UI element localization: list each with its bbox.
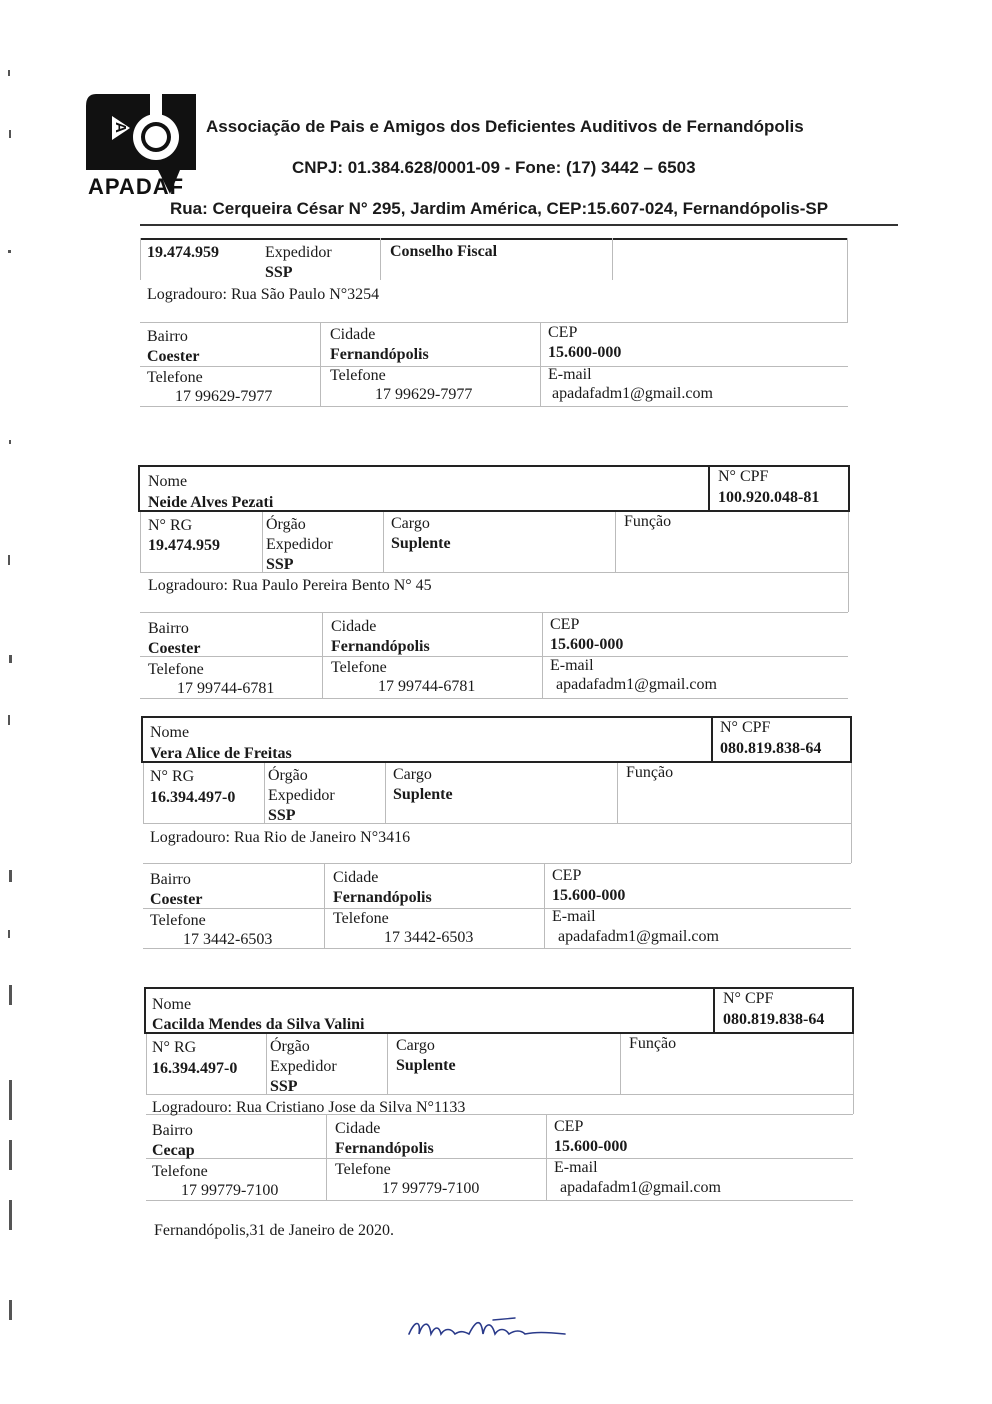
telefone-label: Telefone	[150, 912, 206, 929]
cep-label: CEP	[548, 324, 578, 341]
member-telefone-2: 17 3442-6503	[384, 929, 474, 946]
telefone-label: Telefone	[331, 659, 387, 676]
member-telefone-2: 17 99629-7977	[375, 386, 473, 403]
expedidor-label: Expedidor	[266, 536, 333, 553]
member-logradouro: Logradouro: Rua Cristiano Jose da Silva N°1133	[152, 1099, 466, 1116]
member-cargo: Suplente	[391, 535, 451, 552]
member-orgao: SSP	[270, 1078, 298, 1095]
expedidor-label: Expedidor	[265, 244, 332, 261]
funcao-label: Função	[624, 513, 672, 530]
expedidor-label: Expedidor	[268, 787, 335, 804]
date-line: Fernandópolis,31 de Janeiro de 2020.	[154, 1222, 394, 1239]
org-address: Rua: Cerqueira César N° 295, Jardim América, CEP:15.607-024, Fernandópolis-SP	[170, 199, 829, 218]
header-rule	[140, 224, 898, 226]
member-cep: 15.600-000	[552, 887, 626, 904]
member-cidade: Fernandópolis	[331, 638, 430, 655]
orgao-label: Órgão	[270, 1038, 310, 1055]
rg-label: N° RG	[150, 768, 195, 785]
telefone-label: Telefone	[152, 1163, 208, 1180]
orgao-label: Órgão	[268, 767, 308, 784]
cpf-label: N° CPF	[723, 990, 774, 1007]
telefone-label: Telefone	[330, 367, 386, 384]
member-cep: 15.600-000	[554, 1138, 628, 1155]
member-telefone-1: 17 3442-6503	[183, 931, 273, 948]
funcao-label: Função	[629, 1035, 677, 1052]
cpf-label: N° CPF	[718, 468, 769, 485]
cidade-label: Cidade	[333, 869, 379, 886]
cep-label: CEP	[552, 867, 582, 884]
member-email: apadafadm1@gmail.com	[556, 676, 717, 693]
member-telefone-1: 17 99779-7100	[181, 1182, 279, 1199]
bairro-label: Bairro	[148, 620, 189, 637]
telefone-label: Telefone	[333, 910, 389, 927]
cnpj-phone: CNPJ: 01.384.628/0001-09 - Fone: (17) 3442 – 6503	[292, 158, 696, 177]
member-cpf: 080.819.838-64	[720, 740, 822, 757]
member-bairro: Cecap	[152, 1142, 195, 1159]
funcao-label: Função	[626, 764, 674, 781]
member-orgao: SSP	[268, 807, 296, 824]
cidade-label: Cidade	[335, 1120, 381, 1137]
cep-label: CEP	[550, 616, 580, 633]
member-rg: 19.474.959	[147, 244, 219, 261]
cpf-label: N° CPF	[720, 719, 771, 736]
telefone-label: Telefone	[335, 1161, 391, 1178]
member-cpf: 080.819.838-64	[723, 1011, 825, 1028]
member-orgao: SSP	[265, 264, 293, 281]
member-telefone-1: 17 99744-6781	[177, 680, 275, 697]
svg-text:A: A	[112, 122, 129, 133]
nome-label: Nome	[150, 724, 190, 741]
member-cargo: Conselho Fiscal	[390, 243, 498, 260]
member-bairro: Coester	[147, 348, 200, 365]
member-cep: 15.600-000	[550, 636, 624, 653]
member-email: apadafadm1@gmail.com	[560, 1179, 721, 1196]
logo-wordmark: APADAF	[88, 174, 185, 199]
member-nome: Vera Alice de Freitas	[150, 745, 292, 762]
member-telefone-2: 17 99779-7100	[382, 1180, 480, 1197]
member-nome: Neide Alves Pezati	[148, 494, 274, 511]
signature	[405, 1310, 575, 1338]
cargo-label: Cargo	[396, 1037, 435, 1054]
cidade-label: Cidade	[331, 618, 377, 635]
member-bairro: Coester	[148, 640, 201, 657]
member-cidade: Fernandópolis	[333, 889, 432, 906]
email-label: E-mail	[552, 908, 596, 925]
member-logradouro: Logradouro: Rua Rio de Janeiro N°3416	[150, 829, 411, 846]
rg-label: N° RG	[152, 1039, 197, 1056]
member-orgao: SSP	[266, 556, 294, 573]
member-logradouro: Logradouro: Rua Paulo Pereira Bento N° 45	[148, 577, 432, 594]
telefone-label: Telefone	[148, 661, 204, 678]
member-bairro: Coester	[150, 891, 203, 908]
cep-label: CEP	[554, 1118, 584, 1135]
member-cpf: 100.920.048-81	[718, 489, 820, 506]
telefone-label: Telefone	[147, 369, 203, 386]
member-telefone-1: 17 99629-7977	[175, 388, 273, 405]
member-nome: Cacilda Mendes da Silva Valini	[152, 1016, 365, 1033]
cargo-label: Cargo	[393, 766, 432, 783]
bairro-label: Bairro	[147, 328, 188, 345]
member-cargo: Suplente	[393, 786, 453, 803]
member-telefone-2: 17 99744-6781	[378, 678, 476, 695]
org-name: Associação de Pais e Amigos dos Deficientes Auditivos de Fernandópolis	[206, 117, 804, 136]
member-rg: 16.394.497-0	[152, 1060, 238, 1077]
member-rg: 16.394.497-0	[150, 789, 236, 806]
email-label: E-mail	[550, 657, 594, 674]
cidade-label: Cidade	[330, 326, 376, 343]
bairro-label: Bairro	[152, 1122, 193, 1139]
nome-label: Nome	[152, 996, 192, 1013]
member-email: apadafadm1@gmail.com	[558, 928, 719, 945]
member-cidade: Fernandópolis	[335, 1140, 434, 1157]
nome-label: Nome	[148, 473, 188, 490]
member-logradouro: Logradouro: Rua São Paulo N°3254	[147, 286, 380, 303]
email-label: E-mail	[548, 366, 592, 383]
cargo-label: Cargo	[391, 515, 430, 532]
orgao-label: Órgão	[266, 516, 306, 533]
email-label: E-mail	[554, 1159, 598, 1176]
member-cidade: Fernandópolis	[330, 346, 429, 363]
rg-label: N° RG	[148, 517, 193, 534]
member-email: apadafadm1@gmail.com	[552, 385, 713, 402]
expedidor-label: Expedidor	[270, 1058, 337, 1075]
member-cargo: Suplente	[396, 1057, 456, 1074]
bairro-label: Bairro	[150, 871, 191, 888]
member-cep: 15.600-000	[548, 344, 622, 361]
member-rg: 19.474.959	[148, 537, 220, 554]
